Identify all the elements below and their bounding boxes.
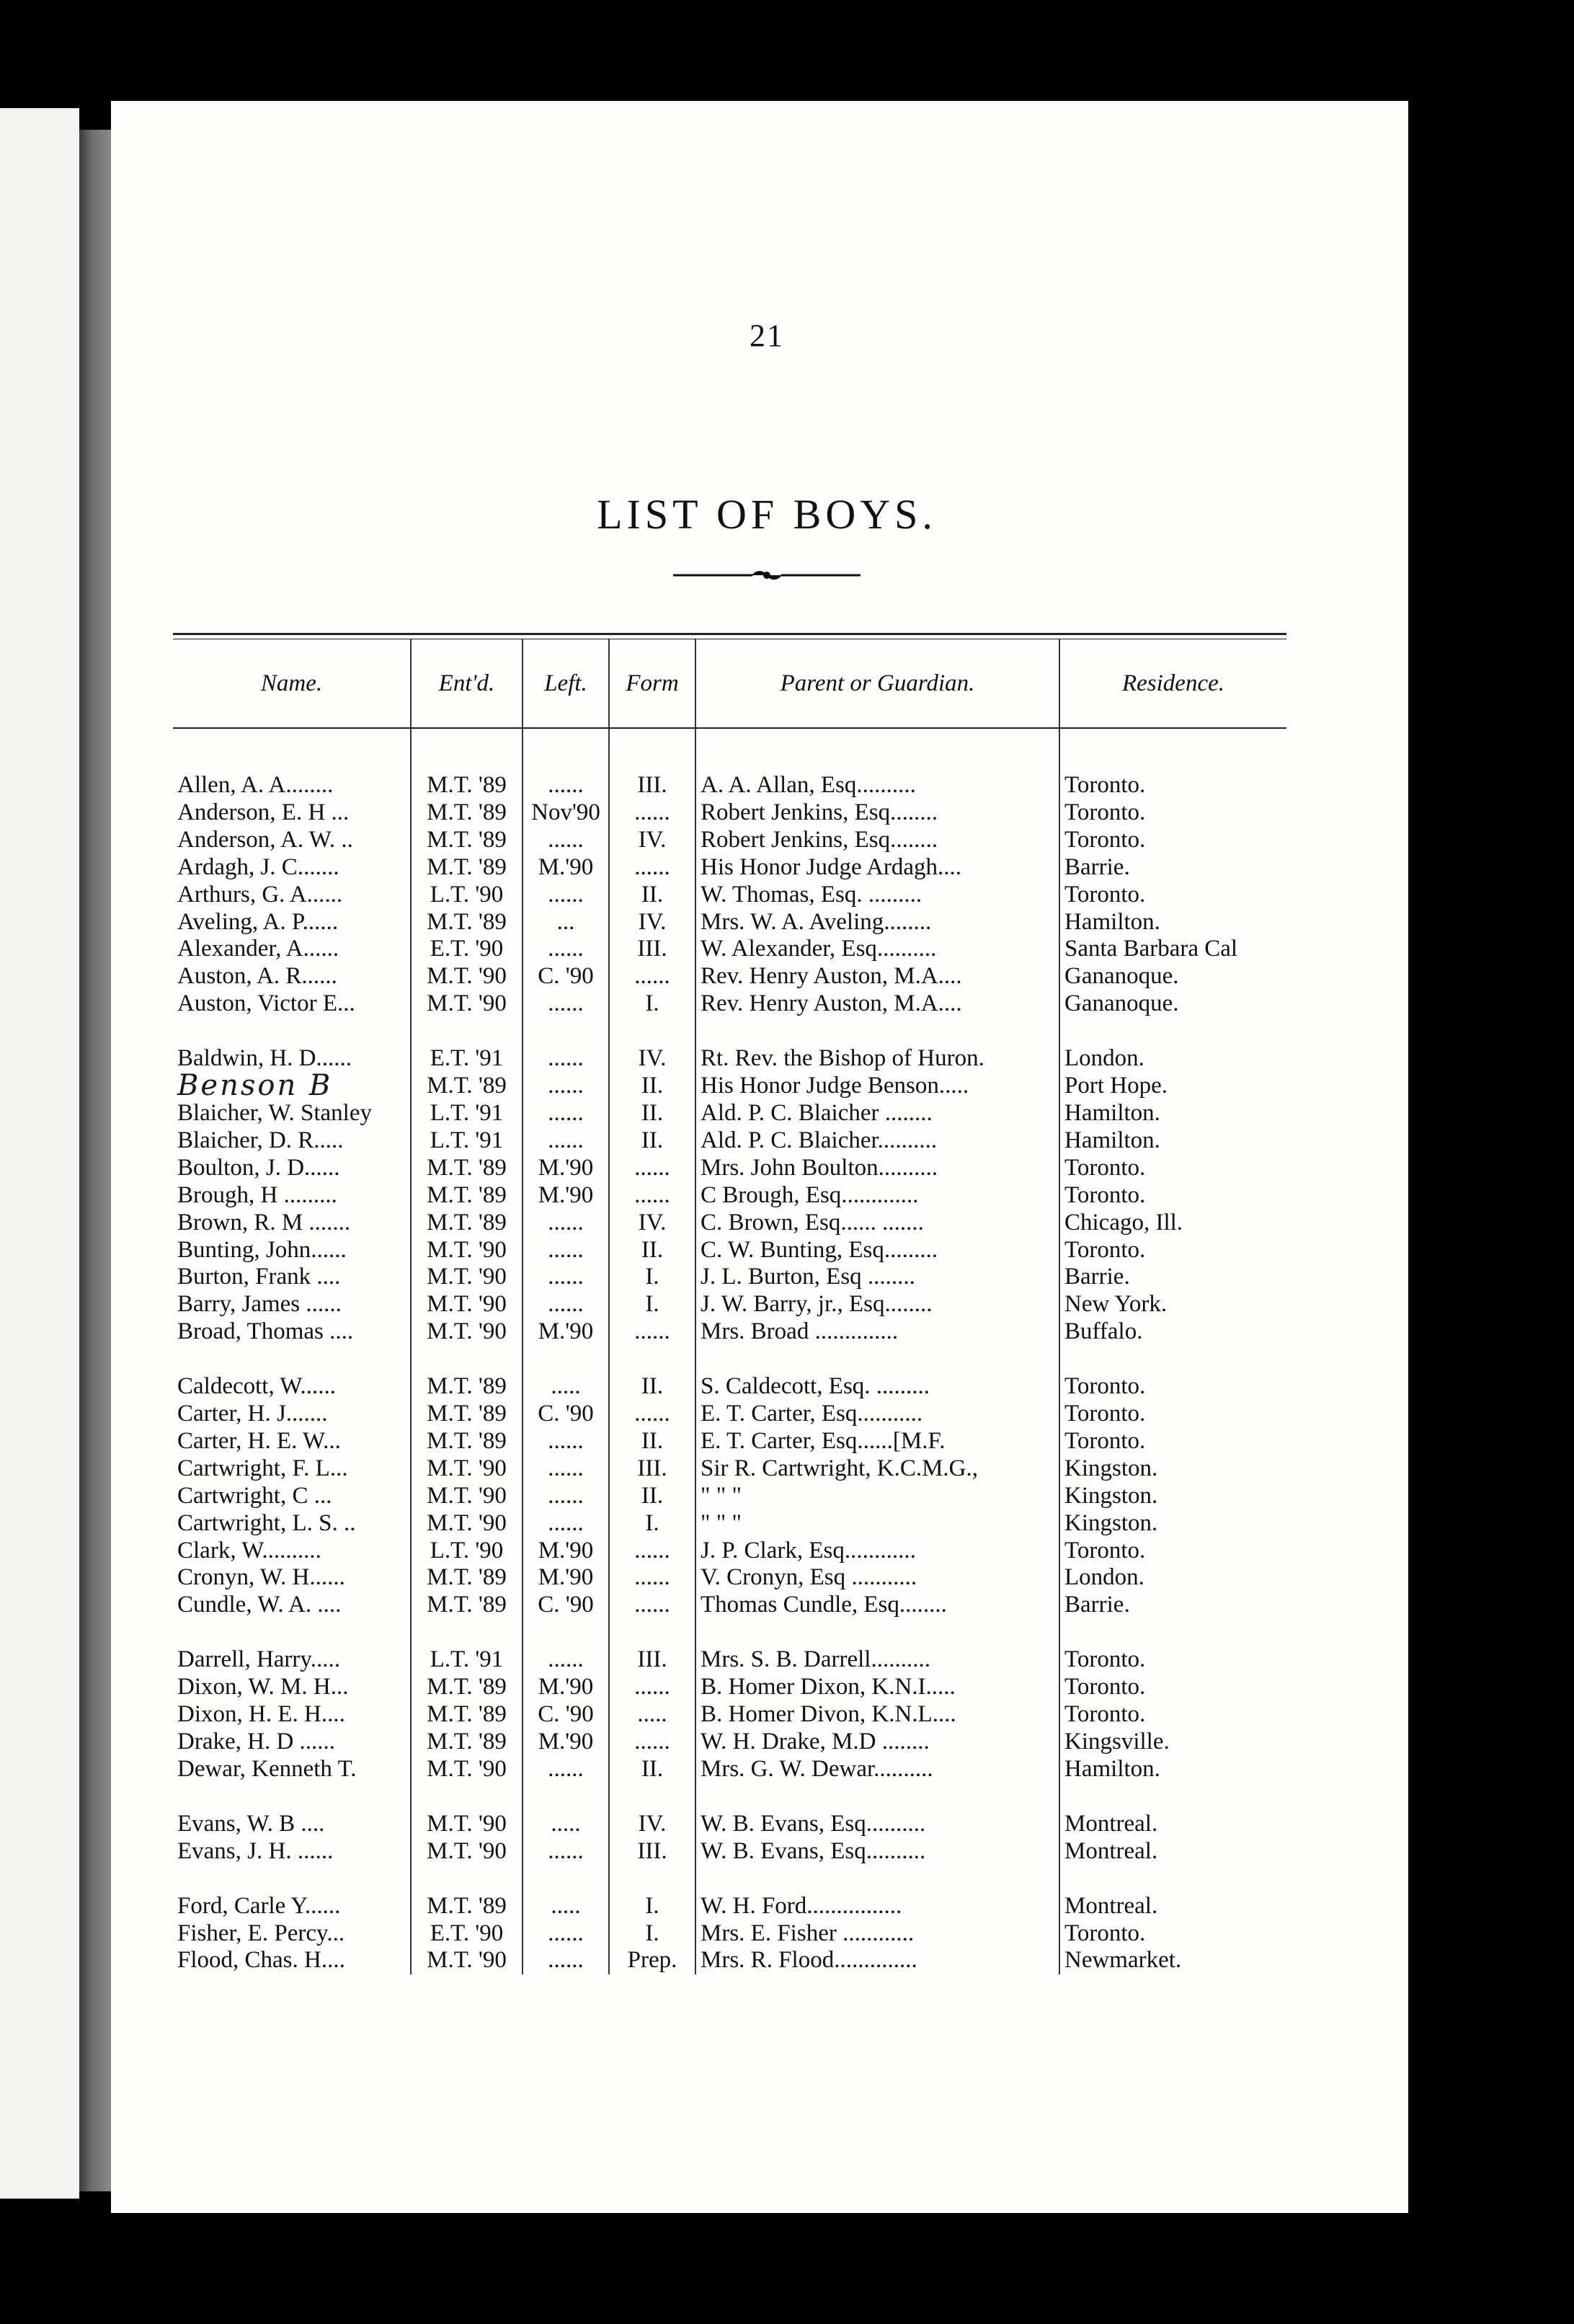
table-row	[173, 1127, 1286, 1155]
cell-form: ......	[609, 1318, 695, 1346]
table-row	[173, 854, 1286, 882]
table-row	[173, 936, 1286, 963]
cell-residence: Toronto.	[1064, 1373, 1146, 1400]
cell-form: IV.	[609, 827, 695, 854]
cell-name: Barry, James ......	[173, 1291, 411, 1318]
cell-left: ......	[523, 1237, 609, 1264]
cell-form: ......	[609, 1538, 695, 1565]
cell-parent: Ald. P. C. Blaicher..........	[695, 1127, 1059, 1155]
cell-residence: Barrie.	[1064, 1264, 1130, 1290]
cell-left: M.'90	[523, 1564, 609, 1592]
cell-parent: His Honor Judge Benson.....	[695, 1073, 1059, 1100]
cell-left: ......	[523, 1127, 609, 1155]
cell-entered: M.T. '90	[411, 1811, 523, 1838]
table-row	[173, 1291, 1286, 1318]
cell-parent: Mrs. G. W. Dewar..........	[695, 1756, 1059, 1783]
table-row	[173, 1674, 1286, 1701]
cell-name: Carter, H. E. W...	[173, 1428, 411, 1455]
cell-left: ......	[523, 1210, 609, 1237]
cell-residence: Chicago, Ill.	[1064, 1209, 1183, 1236]
cell-form: I.	[609, 990, 695, 1018]
table-spacer	[173, 1619, 1286, 1646]
cell-name: Cartwright, L. S. ..	[173, 1510, 411, 1538]
title-ornament	[659, 561, 875, 590]
cell-parent: His Honor Judge Ardagh....	[695, 854, 1059, 882]
cell-entered: L.T. '91	[411, 1646, 523, 1674]
top-rule	[173, 633, 1286, 635]
col-header-form: Form	[609, 639, 695, 728]
boys-list-table	[173, 633, 1286, 1974]
cell-residence: Toronto.	[1064, 1236, 1146, 1263]
cell-left: ......	[523, 1838, 609, 1866]
cell-entered: M.T. '89	[411, 1893, 523, 1920]
cell-left: ......	[523, 1483, 609, 1510]
cell-form: ......	[609, 1674, 695, 1701]
cell-entered: M.T. '89	[411, 1564, 523, 1592]
cell-entered: M.T. '89	[411, 799, 523, 827]
cell-name: Drake, H. D ......	[173, 1729, 411, 1756]
cell-form: ......	[609, 1592, 695, 1619]
table-row	[173, 1455, 1286, 1483]
cell-form: II.	[609, 1127, 695, 1155]
cell-name: Cartwright, F. L...	[173, 1455, 411, 1483]
cell-left: .....	[523, 1893, 609, 1920]
cell-name: Aveling, A. P......	[173, 909, 411, 936]
cell-entered: M.T. '89	[411, 1373, 523, 1401]
cell-left: M.'90	[523, 1729, 609, 1756]
cell-name: Evans, J. H. ......	[173, 1838, 411, 1866]
cell-parent: Mrs. S. B. Darrell..........	[695, 1646, 1059, 1674]
cell-form: III.	[609, 936, 695, 963]
cell-form: II.	[609, 1756, 695, 1783]
cell-residence: Toronto.	[1064, 1401, 1146, 1427]
cell-parent: Mrs. Broad ..............	[695, 1318, 1059, 1346]
cell-entered: L.T. '90	[411, 1538, 523, 1565]
cell-name: Blaicher, D. R.....	[173, 1127, 411, 1155]
cell-parent: J. W. Barry, jr., Esq........	[695, 1291, 1059, 1318]
cell-residence: Kingsville.	[1064, 1729, 1170, 1755]
cell-parent: E. T. Carter, Esq......[M.F.	[695, 1428, 1059, 1455]
cell-parent: W. B. Evans, Esq..........	[695, 1811, 1059, 1838]
cell-name: Dixon, W. M. H...	[173, 1674, 411, 1701]
table-row	[173, 1182, 1286, 1210]
table-row	[173, 1045, 1286, 1073]
cell-form: III.	[609, 1838, 695, 1866]
cell-parent: Rev. Henry Auston, M.A....	[695, 990, 1059, 1018]
cell-name: Boulton, J. D......	[173, 1155, 411, 1182]
table-body	[173, 728, 1286, 1974]
table-spacer	[173, 728, 1286, 772]
cell-name: Brown, R. M .......	[173, 1210, 411, 1237]
cell-residence: Kingston.	[1064, 1509, 1158, 1536]
table-spacer	[173, 1346, 1286, 1373]
cell-left: ......	[523, 1291, 609, 1318]
table-row	[173, 1729, 1286, 1756]
cell-left: ......	[523, 1428, 609, 1455]
cell-left: ......	[523, 1045, 609, 1073]
cell-name: Cronyn, W. H......	[173, 1564, 411, 1592]
table-row	[173, 1510, 1286, 1538]
cell-entered: M.T. '90	[411, 963, 523, 990]
cell-parent: C. W. Bunting, Esq.........	[695, 1237, 1059, 1264]
cell-residence: Gananoque.	[1064, 990, 1179, 1017]
page-title: LIST OF BOYS.	[597, 491, 937, 538]
table-row	[173, 1646, 1286, 1674]
cell-name: Auston, Victor E...	[173, 990, 411, 1018]
cell-name: Anderson, E. H ...	[173, 799, 411, 827]
cell-residence: Newmarket.	[1064, 1947, 1182, 1974]
cell-name: Burton, Frank ....	[173, 1264, 411, 1291]
cell-left: ......	[523, 1100, 609, 1127]
cell-form: II.	[609, 1428, 695, 1455]
table-row	[173, 1373, 1286, 1401]
cell-entered: M.T. '89	[411, 909, 523, 936]
cell-residence: London.	[1064, 1045, 1144, 1072]
register-table	[173, 639, 1286, 1974]
cell-residence: Hamilton.	[1064, 1755, 1160, 1782]
cell-name: Caldecott, W......	[173, 1373, 411, 1401]
cell-parent: J. L. Burton, Esq ........	[695, 1264, 1059, 1291]
cell-form: IV.	[609, 1811, 695, 1838]
cell-parent: Sir R. Cartwright, K.C.M.G.,	[695, 1455, 1059, 1483]
cell-residence: Hamilton.	[1064, 908, 1160, 935]
cell-name: Darrell, Harry.....	[173, 1646, 411, 1674]
book-page	[111, 101, 1408, 2213]
cell-form: I.	[609, 1264, 695, 1291]
cell-entered: M.T. '89	[411, 854, 523, 882]
cell-residence: Kingston.	[1064, 1482, 1158, 1509]
cell-left: ......	[523, 1510, 609, 1538]
cell-parent: Mrs. John Boulton..........	[695, 1155, 1059, 1182]
cell-left: M.'90	[523, 854, 609, 882]
cell-left: M.'90	[523, 1538, 609, 1565]
cell-parent: " " "	[695, 1510, 1059, 1538]
cell-entered: M.T. '90	[411, 990, 523, 1018]
cell-form: III.	[609, 1455, 695, 1483]
cell-residence: Toronto.	[1064, 1920, 1146, 1946]
cell-left: M.'90	[523, 1318, 609, 1346]
table-spacer	[173, 1866, 1286, 1893]
cell-left: ......	[523, 936, 609, 963]
cell-residence: Toronto.	[1064, 1181, 1146, 1208]
cell-entered: M.T. '89	[411, 1674, 523, 1701]
table-row	[173, 1401, 1286, 1428]
cell-name: Brough, H .........	[173, 1182, 411, 1210]
cell-form: ......	[609, 1729, 695, 1756]
table-row	[173, 963, 1286, 990]
table-row	[173, 1483, 1286, 1510]
cell-name: Ford, Carle Y......	[173, 1893, 411, 1920]
table-row	[173, 909, 1286, 936]
table-row	[173, 772, 1286, 799]
cell-parent: W. H. Drake, M.D ........	[695, 1729, 1059, 1756]
cell-left: C. '90	[523, 1401, 609, 1428]
cell-parent: Mrs. W. A. Aveling........	[695, 909, 1059, 936]
cell-entered: M.T. '89	[411, 1701, 523, 1729]
cell-residence: Toronto.	[1064, 1674, 1146, 1700]
cell-name: Carter, H. J.......	[173, 1401, 411, 1428]
cell-name: Bunting, John......	[173, 1237, 411, 1264]
table-row	[173, 1701, 1286, 1729]
cell-residence: Port Hope.	[1064, 1073, 1168, 1099]
cell-parent: W. H. Ford................	[695, 1893, 1059, 1920]
cell-parent: W. Alexander, Esq..........	[695, 936, 1059, 963]
cell-residence: Santa Barbara Cal	[1064, 936, 1238, 962]
cell-entered: E.T. '91	[411, 1045, 523, 1073]
facing-page-edge	[0, 108, 79, 2199]
cell-form: Prep.	[609, 1947, 695, 1974]
cell-residence: Toronto.	[1064, 1537, 1146, 1564]
cell-left: .....	[523, 1373, 609, 1401]
cell-parent: Ald. P. C. Blaicher ........	[695, 1100, 1059, 1127]
cell-form: I.	[609, 1291, 695, 1318]
cell-residence: Toronto.	[1064, 1154, 1146, 1181]
cell-left: M.'90	[523, 1182, 609, 1210]
cell-parent: B. Homer Dixon, K.N.I.....	[695, 1674, 1059, 1701]
cell-name: Dixon, H. E. H....	[173, 1701, 411, 1729]
cell-entered: L.T. '90	[411, 882, 523, 909]
cell-entered: L.T. '91	[411, 1127, 523, 1155]
table-row	[173, 1811, 1286, 1838]
cell-form: I.	[609, 1510, 695, 1538]
cell-residence: Hamilton.	[1064, 1099, 1160, 1126]
cell-residence: Montreal.	[1064, 1837, 1158, 1864]
cell-form: ......	[609, 1564, 695, 1592]
table-spacer	[173, 1018, 1286, 1045]
cell-entered: M.T. '89	[411, 1182, 523, 1210]
col-header-left: Left.	[523, 639, 609, 728]
cell-entered: M.T. '89	[411, 1428, 523, 1455]
cell-residence: Toronto.	[1064, 881, 1146, 908]
cell-form: IV.	[609, 1210, 695, 1237]
cell-entered: M.T. '90	[411, 1237, 523, 1264]
cell-name: Evans, W. B ....	[173, 1811, 411, 1838]
cell-name: Dewar, Kenneth T.	[173, 1756, 411, 1783]
table-row	[173, 1264, 1286, 1291]
table-spacer	[173, 1783, 1286, 1811]
cell-name: Blaicher, W. Stanley	[173, 1100, 411, 1127]
cell-parent: Robert Jenkins, Esq........	[695, 827, 1059, 854]
cell-form: ......	[609, 854, 695, 882]
cell-parent: Thomas Cundle, Esq........	[695, 1592, 1059, 1619]
table-row	[173, 882, 1286, 909]
cell-parent: " " "	[695, 1483, 1059, 1510]
cell-residence: Toronto.	[1064, 826, 1146, 853]
cell-entered: M.T. '89	[411, 1592, 523, 1619]
cell-residence: Gananoque.	[1064, 963, 1179, 990]
cell-parent: Mrs. R. Flood..............	[695, 1947, 1059, 1974]
cell-form: II.	[609, 1073, 695, 1100]
cell-name: Broad, Thomas ....	[173, 1318, 411, 1346]
cell-residence: Toronto.	[1064, 1427, 1146, 1454]
cell-parent: Rt. Rev. the Bishop of Huron.	[695, 1045, 1059, 1073]
cell-residence: Kingston.	[1064, 1455, 1158, 1481]
cell-residence: Toronto.	[1064, 799, 1146, 825]
cell-parent: E. T. Carter, Esq...........	[695, 1401, 1059, 1428]
cell-left: ......	[523, 882, 609, 909]
cell-form: II.	[609, 1373, 695, 1401]
table-row	[173, 1947, 1286, 1974]
cell-left: C. '90	[523, 1701, 609, 1729]
cell-entered: M.T. '89	[411, 827, 523, 854]
cell-entered: M.T. '90	[411, 1756, 523, 1783]
cell-left: M.'90	[523, 1674, 609, 1701]
cell-entered: E.T. '90	[411, 1920, 523, 1948]
cell-residence: Barrie.	[1064, 1592, 1130, 1618]
cell-entered: M.T. '90	[411, 1264, 523, 1291]
cell-form: III.	[609, 1646, 695, 1674]
col-header-name: Name.	[173, 639, 411, 728]
table-row	[173, 1318, 1286, 1346]
cell-entered: L.T. '91	[411, 1100, 523, 1127]
cell-parent: Robert Jenkins, Esq........	[695, 799, 1059, 827]
cell-name: Alexander, A......	[173, 936, 411, 963]
table-row	[173, 990, 1286, 1018]
cell-entered: M.T. '90	[411, 1318, 523, 1346]
cell-name: Cundle, W. A. ....	[173, 1592, 411, 1619]
table-row	[173, 1100, 1286, 1127]
cell-form: ......	[609, 799, 695, 827]
cell-name: Cartwright, C ...	[173, 1483, 411, 1510]
cell-name: Benson B	[173, 1073, 411, 1100]
cell-entered: M.T. '89	[411, 772, 523, 799]
table-row	[173, 1756, 1286, 1783]
cell-left: ......	[523, 1920, 609, 1948]
cell-entered: M.T. '90	[411, 1838, 523, 1866]
table-row	[173, 1838, 1286, 1866]
cell-name: Ardagh, J. C.......	[173, 854, 411, 882]
table-row	[173, 1155, 1286, 1182]
cell-residence: Toronto.	[1064, 1701, 1146, 1728]
cell-form: II.	[609, 1100, 695, 1127]
page-number: 21	[750, 318, 784, 353]
table-row	[173, 1237, 1286, 1264]
cell-left: ......	[523, 990, 609, 1018]
cell-residence: Toronto.	[1064, 1646, 1146, 1673]
cell-parent: C Brough, Esq.............	[695, 1182, 1059, 1210]
cell-left: ......	[523, 1646, 609, 1674]
cell-form: I.	[609, 1920, 695, 1948]
cell-form: ......	[609, 1182, 695, 1210]
table-row	[173, 1592, 1286, 1619]
table-row	[173, 1210, 1286, 1237]
cell-parent: S. Caldecott, Esq. .........	[695, 1373, 1059, 1401]
cell-left: C. '90	[523, 1592, 609, 1619]
cell-form: ......	[609, 1401, 695, 1428]
cell-entered: M.T. '90	[411, 1483, 523, 1510]
cell-left: ......	[523, 1947, 609, 1974]
cell-left: C. '90	[523, 963, 609, 990]
cell-left: ......	[523, 1264, 609, 1291]
cell-name: Anderson, A. W. ..	[173, 827, 411, 854]
cell-name: Flood, Chas. H....	[173, 1947, 411, 1974]
cell-name: Baldwin, H. D......	[173, 1045, 411, 1073]
cell-form: IV.	[609, 1045, 695, 1073]
cell-parent: A. A. Allan, Esq..........	[695, 772, 1059, 799]
cell-residence: New York.	[1064, 1291, 1168, 1318]
cell-entered: M.T. '89	[411, 1073, 523, 1100]
col-header-residence: Residence.	[1059, 639, 1286, 728]
cell-name: Clark, W..........	[173, 1538, 411, 1565]
table-row	[173, 1893, 1286, 1920]
cell-form: I.	[609, 1893, 695, 1920]
cell-left: ...	[523, 909, 609, 936]
cell-form: ......	[609, 1155, 695, 1182]
table-row	[173, 1428, 1286, 1455]
cell-entered: M.T. '89	[411, 1729, 523, 1756]
cell-left: ......	[523, 1073, 609, 1100]
col-header-entered: Ent'd.	[411, 639, 523, 728]
book-gutter	[79, 130, 111, 2191]
cell-name: Allen, A. A........	[173, 772, 411, 799]
cell-form: ......	[609, 963, 695, 990]
cell-entered: M.T. '89	[411, 1401, 523, 1428]
col-header-parent: Parent or Guardian.	[695, 639, 1059, 728]
cell-name: Arthurs, G. A......	[173, 882, 411, 909]
header-row	[173, 639, 1286, 728]
table-row	[173, 1538, 1286, 1565]
cell-form: III.	[609, 772, 695, 799]
cell-entered: M.T. '89	[411, 1210, 523, 1237]
table-row	[173, 827, 1286, 854]
cell-left: ......	[523, 827, 609, 854]
cell-residence: Buffalo.	[1064, 1318, 1143, 1345]
cell-left: M.'90	[523, 1155, 609, 1182]
cell-left: Nov'90	[523, 799, 609, 827]
cell-parent: Mrs. E. Fisher ............	[695, 1920, 1059, 1948]
cell-form: II.	[609, 882, 695, 909]
cell-left: .....	[523, 1811, 609, 1838]
cell-parent: W. B. Evans, Esq..........	[695, 1838, 1059, 1866]
cell-parent: B. Homer Divon, K.N.L....	[695, 1701, 1059, 1729]
cell-left: ......	[523, 1455, 609, 1483]
cell-residence: London.	[1064, 1564, 1144, 1591]
table-row	[173, 1073, 1286, 1100]
cell-residence: Toronto.	[1064, 772, 1146, 798]
table-row	[173, 1564, 1286, 1592]
cell-entered: M.T. '90	[411, 1947, 523, 1974]
cell-form: .....	[609, 1701, 695, 1729]
cell-form: II.	[609, 1483, 695, 1510]
cell-entered: E.T. '90	[411, 936, 523, 963]
cell-left: ......	[523, 1756, 609, 1783]
table-row	[173, 799, 1286, 827]
cell-name: Fisher, E. Percy...	[173, 1920, 411, 1948]
cell-residence: Montreal.	[1064, 1892, 1158, 1919]
cell-parent: Rev. Henry Auston, M.A....	[695, 963, 1059, 990]
table-row	[173, 1920, 1286, 1948]
cell-entered: M.T. '90	[411, 1291, 523, 1318]
cell-left: ......	[523, 772, 609, 799]
cell-entered: M.T. '90	[411, 1510, 523, 1538]
cell-entered: M.T. '90	[411, 1455, 523, 1483]
cell-entered: M.T. '89	[411, 1155, 523, 1182]
cell-parent: V. Cronyn, Esq ...........	[695, 1564, 1059, 1592]
cell-parent: J. P. Clark, Esq............	[695, 1538, 1059, 1565]
cell-form: II.	[609, 1237, 695, 1264]
cell-form: IV.	[609, 909, 695, 936]
cell-residence: Hamilton.	[1064, 1127, 1160, 1153]
cell-residence: Montreal.	[1064, 1810, 1158, 1837]
cell-name: Auston, A. R......	[173, 963, 411, 990]
cell-parent: C. Brown, Esq...... .......	[695, 1210, 1059, 1237]
cell-residence: Barrie.	[1064, 853, 1130, 880]
cell-parent: W. Thomas, Esq. .........	[695, 882, 1059, 909]
